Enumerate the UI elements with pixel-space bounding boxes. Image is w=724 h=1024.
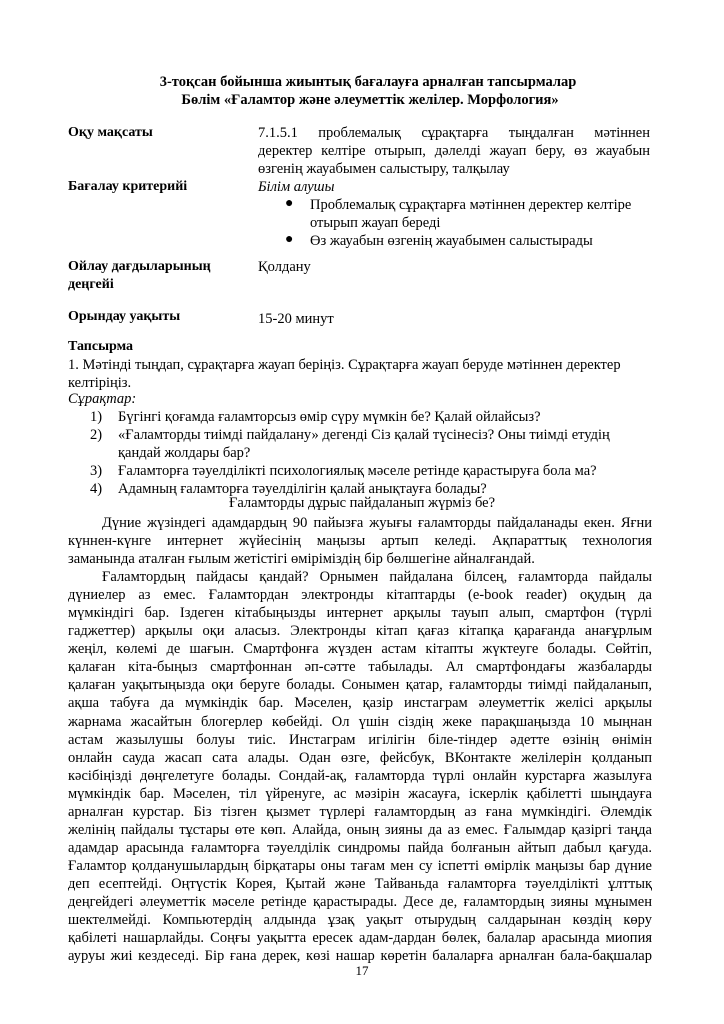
text-line: астам жазылушы болуы тиіс. Инстаграм игілігін біле-тіндер әдетте өзінің өнімін [68,731,652,748]
goal-line-2: деректер келтіре отырып, дәлелді жауап беру, өз жауабын [258,143,650,159]
criteria-label: Бағалау критерийі [68,179,188,194]
task-instruction: 1. Мәтінді тыңдап, сұрақтарға жауап беріңіз. Сұрақтарға жауап беруде мәтіннен деректер келтіріңіз. [68,357,621,391]
text-line: деп есептейді. Оңтүстік Корея, Қытай және Тайваньда ғаламторға тәуелділікті ұлттық [68,875,652,892]
text-line: мүмкіндік бар. Мәселен, тіл үйренуге, ас мәзірін жасауға, іскерлік қабілетті шыңдауға [68,785,652,802]
text-line: онлайн сауда жасап сата алады. Одан өзге, фейсбук, ВКонтакте желілерін қолданып [68,749,652,766]
text-line: желінің пайдалы тұстары өте көп. Алайда, оның зияны да аз емес. Ғалымдар қазіргі таңда [68,821,652,838]
text-line: қалаған кіта-быңыз смартфоннан әп-сәтте табылады. Ал смартфондағы жазбаларды [68,659,652,676]
task-heading: Тапсырма [68,339,134,354]
text-line: арналған курстар. Біз тізген қызмет түрлері ғаламтордың аз ғана мүмкіндігі. Әлемдік [68,803,652,820]
goal-label: Оқу мақсаты [68,125,153,140]
text-title: Ғаламторды дұрыс пайдаланып жүрміз бе? [228,495,496,511]
criteria-item-1: Проблемалық сұрақтарға мәтіннен деректер келтіре отырып жауап береді [310,197,632,231]
text-line: күннен-күнге интернет жүйесінің маңызы артып келеді. Ақпараттық технология [68,533,652,550]
criteria-item-2: Өз жауабын өзгенің жауабымен салыстырады [310,233,593,249]
question-number: 1) [90,409,103,425]
page-number: 17 [355,963,369,978]
text-line: адамдар арасында ғаламторға тәуелділік синдромы пайда болғанын айтып дабыл қағуда. [68,839,652,856]
bullet-icon: ● [285,196,294,211]
document-title-line2: Бөлім «Ғаламтор және әлеуметтік желілер. Морфология» [181,92,559,108]
thinking-value: Қолдану [258,259,311,275]
text-line: ақша табуға да мүмкіндік бар. Мәселен, қазір инстаграм әлеуметтік желісі арқылы [68,695,652,712]
thinking-label-line2: деңгейі [68,277,114,292]
thinking-label-line1: Ойлау дағдыларының [68,259,211,274]
question-text: Бүгінгі қоғамда ғаламторсыз өмір сүру мүмкін бе? Қалай ойлайсыз? [118,409,541,425]
question-item [90,408,541,426]
text-line: жеңіл, көлемі де шағын. Смартфонға жүзден астам кітапты жүктеуге болады. Сөйтіп, [68,641,652,658]
question-number: 2) [90,427,103,443]
time-value: 15-20 минут [258,311,334,327]
text-line: жарнама жасайтын блогерлер көбейді. Ол үшін сіздің жеке парақшаңызда 10 мыңнан [68,713,652,730]
time-label: Орындау уақыты [68,309,181,324]
text-body [68,514,652,965]
text-line: қабілеті нашарлайды. Соңғы уақытта ересек адам-дардан бөлек, балалар арасында миопия [68,930,652,947]
question-text: «Ғаламторды тиімді пайдалану» дегенді Сіз қалай түсінесіз? Оны тиімді етудің қандай жолдары бар? [118,427,610,461]
text-line: Ғаламтор қолданушылардың бірқатары оны тағам мен су іспетті өмірлік маңызы бар дүние [68,857,652,874]
bullet-icon: ● [285,232,294,247]
document-title-line1: 3-тоқсан бойынша жиынтық бағалауға арналған тапсырмалар [159,74,577,90]
goal-value [258,124,650,178]
question-text: Ғаламторға тәуелділікті психологиялық мәселе ретінде қарастыруға бола ма? [118,463,597,479]
goal-line-1: 7.1.5.1 проблемалық сұрақтарға тыңдалған мәтіннен [258,125,650,141]
text-line: заманында аталған ғылым жетістігі өміріміздің бір бөлшегіне айналғандай. [68,551,535,568]
text-line: дүниелер аз емес. Ғаламтордан электронды кітаптарды (e-book reader) оқудың да [68,587,652,604]
question-item [90,426,610,461]
text-line: мүмкіндігі бар. Іздеген кітабыңызды интернет арқылы тауып алып, смартфон (түрлі [68,605,652,622]
question-item [90,462,597,480]
text-line: шектелмейді. Компьютердің алдында ұзақ уақыт отырудың салдарынан көздің көру [68,912,652,929]
text-line: гаджеттер) арқылы оқи аласыз. Электронды кітап қағаз кітапқа қарағанда анағұрлым [68,623,652,640]
text-line: қалаған уақытыңызда оқи беруге болады. Сонымен қатар, ғаламторды тиімді пайдаланып, [68,677,652,694]
text-line: деңгейдегі әлеуметтік мәселе ретінде қарастырады. Десе де, ғаламтордың зияны мұнымен [68,893,652,910]
question-text: Адамның ғаламторға тәуелділігін қалай анықтауға болады? [118,481,487,497]
question-number: 3) [90,463,103,479]
criteria-intro: Білім алушы [258,179,335,195]
text-line: кәсібіңізді дөңгелетуге болады. Сондай-ақ, ғаламторда түрлі онлайн курстарға жазылуға [68,767,652,784]
question-number: 4) [90,481,103,497]
text-line: ауруы жиі кездеседі. Бір ғана дерек, көзі нашар көретін балаларға арналған бала-бақшалар [68,948,652,965]
text-line: Ғаламтордың пайдасы қандай? Орнымен пайдалана білсең, ғаламторда пайдалы [102,569,652,586]
questions-heading: Сұрақтар: [68,391,137,407]
goal-line-3: өзгенің жауабымен салыстыру, талқылау [258,161,510,177]
text-line: Дүние жүзіндегі адамдардың 90 пайызға жуығы ғаламторды пайдаланады екен. Яғни [102,515,652,531]
